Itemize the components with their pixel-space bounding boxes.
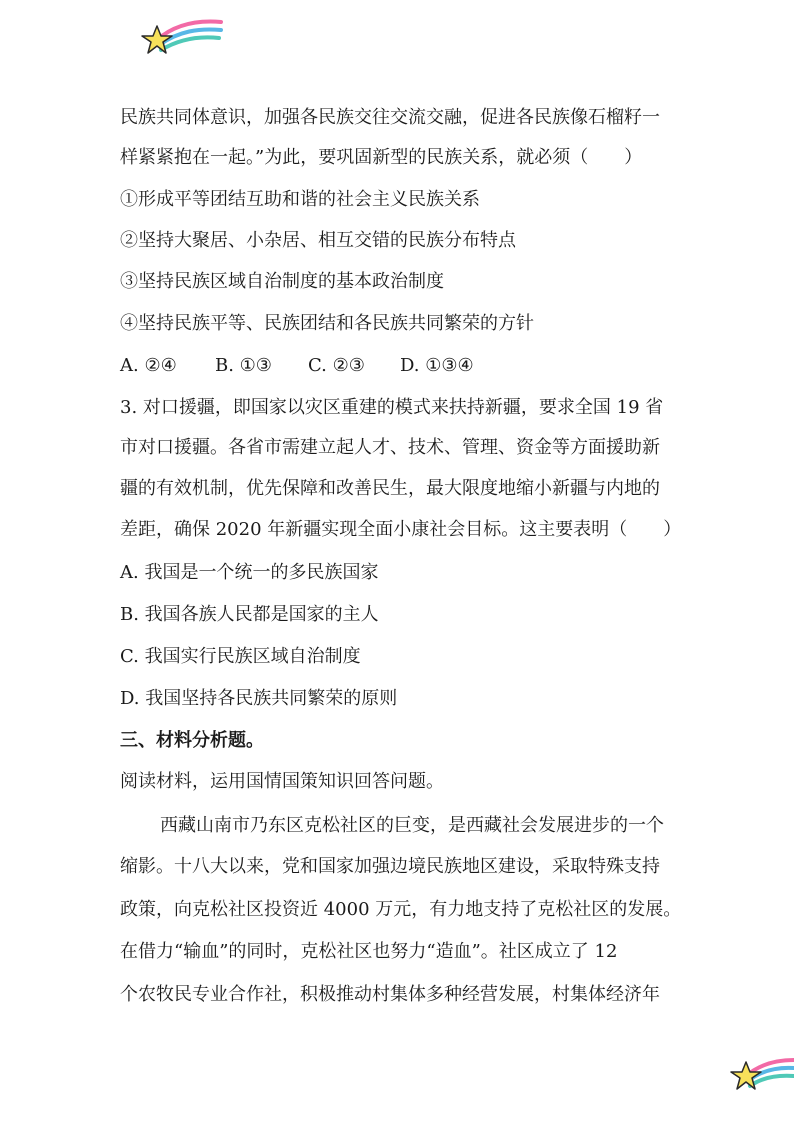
material-paragraph-line: 政策，向克松社区投资近 4000 万元，有力地支持了克松社区的发展。 xyxy=(120,899,682,920)
q2-stem-line: 民族共同体意识，加强各民族交往交流交融，促进各民族像石榴籽一 xyxy=(120,107,660,128)
q3-stem-line: 差距，确保 2020 年新疆实现全面小康社会目标。这主要表明（ ） xyxy=(120,519,682,540)
q2-option-b: B. ①③ xyxy=(215,355,272,376)
q3-option-a: A. 我国是一个统一的多民族国家 xyxy=(120,562,379,583)
q2-option-c: C. ②③ xyxy=(308,355,365,376)
shooting-star-icon xyxy=(726,1050,794,1100)
q2-option-d: D. ①③④ xyxy=(400,355,474,376)
q3-stem-line: 疆的有效机制，优先保障和改善民生，最大限度地缩小新疆与内地的 xyxy=(120,478,660,499)
q2-statement: ②坚持大聚居、小杂居、相互交错的民族分布特点 xyxy=(120,230,516,251)
q2-stem-line: 样紧紧抱在一起。”为此，要巩固新型的民族关系，就必须（ ） xyxy=(120,147,643,168)
q3-option-b: B. 我国各族人民都是国家的主人 xyxy=(120,604,379,625)
q2-statement: ③坚持民族区域自治制度的基本政治制度 xyxy=(120,271,444,292)
shooting-star-icon xyxy=(135,14,225,64)
q2-statement: ①形成平等团结互助和谐的社会主义民族关系 xyxy=(120,189,480,210)
q3-option-d: D. 我国坚持各民族共同繁荣的原则 xyxy=(120,688,398,709)
q3-stem-line: 市对口援疆。各省市需建立起人才、技术、管理、资金等方面援助新 xyxy=(120,437,660,458)
material-paragraph-line: 在借力“输血”的同时，克松社区也努力“造血”。社区成立了 12 xyxy=(120,941,618,962)
section-heading: 三、材料分析题。 xyxy=(120,730,264,751)
material-paragraph-line: 个农牧民专业合作社，积极推动村集体多种经营发展，村集体经济年 xyxy=(120,984,660,1005)
q2-statement: ④坚持民族平等、民族团结和各民族共同繁荣的方针 xyxy=(120,313,534,334)
material-paragraph-line: 缩影。十八大以来，党和国家加强边境民族地区建设，采取特殊支持 xyxy=(120,856,660,877)
q3-option-c: C. 我国实行民族区域自治制度 xyxy=(120,646,361,667)
q2-option-a: A. ②④ xyxy=(120,355,177,376)
material-paragraph-line: 西藏山南市乃东区克松社区的巨变，是西藏社会发展进步的一个 xyxy=(160,815,664,836)
section-instruction: 阅读材料，运用国情国策知识回答问题。 xyxy=(120,771,444,792)
q3-stem-line: 3. 对口援疆，即国家以灾区重建的模式来扶持新疆，要求全国 19 省 xyxy=(120,397,664,418)
